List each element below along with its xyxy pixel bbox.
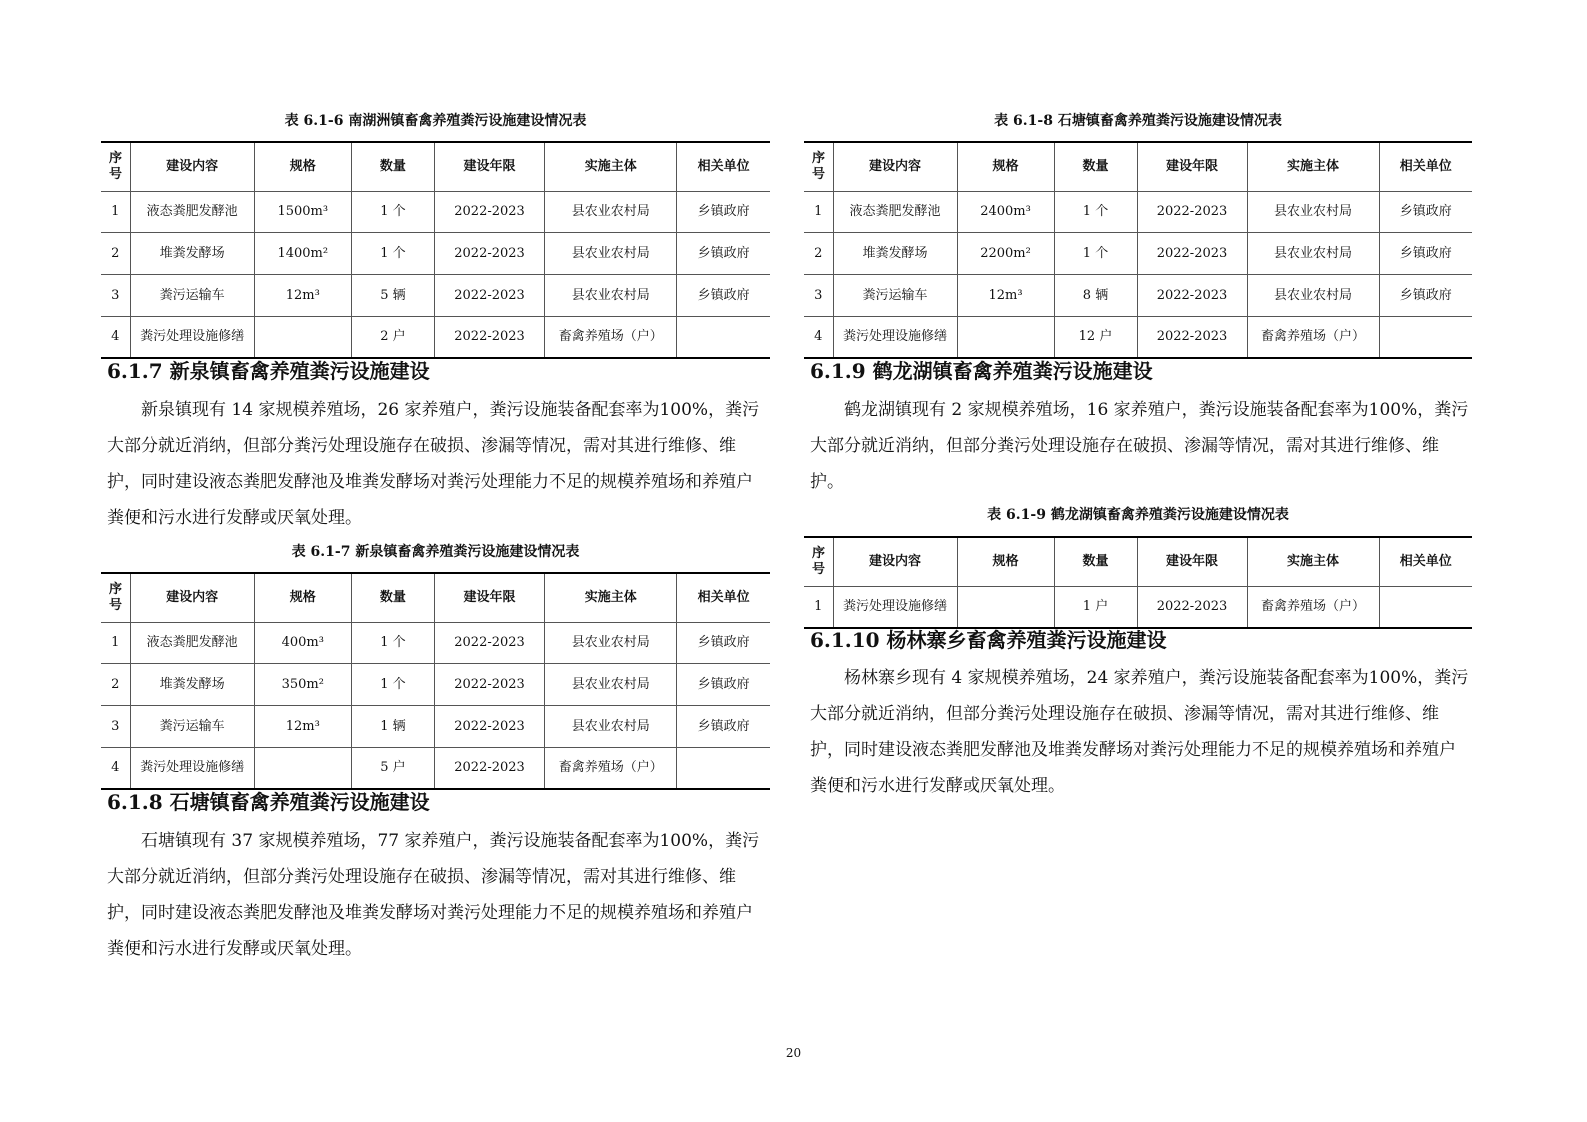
- column-header: 建设内容: [833, 142, 957, 192]
- table-cell-spec: [957, 587, 1054, 628]
- table-cell-spec: [957, 317, 1054, 358]
- table-6-1-8: [804, 141, 1472, 359]
- table-cell-qty: 8 辆: [1054, 275, 1137, 317]
- table-cell-unit: [677, 317, 770, 358]
- table-cell-unit: 乡镇政府: [677, 192, 770, 233]
- table-cell-no: 2: [101, 664, 130, 706]
- table-cell-qty: 1 个: [351, 192, 434, 233]
- table-cell-unit: [677, 748, 770, 789]
- table-6-1-6-caption: 表 6.1-6 南湖洲镇畜禽养殖粪污设施建设情况表: [284, 113, 587, 129]
- table-row: [101, 706, 770, 748]
- table-cell-no: 4: [804, 317, 833, 358]
- table-header-row: [804, 142, 1472, 192]
- column-header: 序号: [804, 142, 833, 192]
- column-header: 实施主体: [545, 573, 677, 623]
- column-header: 相关单位: [677, 573, 770, 623]
- table-cell-content: 粪污处理设施修缮: [130, 748, 254, 789]
- table-cell-body: 县农业农村局: [1247, 275, 1379, 317]
- table-cell-content: 粪污运输车: [130, 706, 254, 748]
- section-6-1-9-heading: 6.1.9 鹤龙湖镇畜禽养殖粪污设施建设: [810, 359, 1153, 383]
- table-header-row: [804, 537, 1472, 587]
- table-cell-body: 县农业农村局: [545, 623, 677, 664]
- column-header: 规格: [957, 142, 1054, 192]
- table-cell-unit: 乡镇政府: [677, 233, 770, 275]
- table-cell-years: 2022-2023: [1137, 317, 1247, 358]
- column-header: 实施主体: [1247, 537, 1379, 587]
- column-header: 数量: [351, 573, 434, 623]
- table-cell-years: 2022-2023: [434, 664, 544, 706]
- table-cell-content: 粪污运输车: [130, 275, 254, 317]
- table-cell-content: 粪污处理设施修缮: [833, 587, 957, 628]
- table-cell-spec: 1500m³: [254, 192, 351, 233]
- table-cell-unit: 乡镇政府: [1379, 275, 1472, 317]
- table-cell-unit: 乡镇政府: [677, 706, 770, 748]
- table-cell-content: 堆粪发酵场: [833, 233, 957, 275]
- table-cell-content: 液态粪肥发酵池: [130, 623, 254, 664]
- table-row: [101, 623, 770, 664]
- table-cell-spec: 350m²: [254, 664, 351, 706]
- table-cell-spec: [254, 317, 351, 358]
- table-cell-body: 县农业农村局: [1247, 233, 1379, 275]
- column-header: 数量: [351, 142, 434, 192]
- table-cell-no: 3: [101, 706, 130, 748]
- column-header: 建设年限: [1137, 142, 1247, 192]
- table-cell-body: 县农业农村局: [545, 192, 677, 233]
- table-cell-qty: 1 户: [1054, 587, 1137, 628]
- column-header: 实施主体: [545, 142, 677, 192]
- section-6-1-9-paragraph: 鹤龙湖镇现有 2 家规模养殖场，16 家养殖户，粪污设施装备配套率为100%，粪污大部分就近消纳，但部分粪污处理设施存在破损、渗漏等情况，需对其进行维修、维护。: [810, 400, 1469, 492]
- table-cell-no: 1: [101, 623, 130, 664]
- table-row: [101, 664, 770, 706]
- table-cell-unit: 乡镇政府: [1379, 233, 1472, 275]
- table-cell-unit: 乡镇政府: [677, 623, 770, 664]
- column-header: 实施主体: [1247, 142, 1379, 192]
- section-6-1-8-heading: 6.1.8 石塘镇畜禽养殖粪污设施建设: [107, 790, 430, 814]
- table-cell-spec: 12m³: [254, 706, 351, 748]
- table-cell-spec: [254, 748, 351, 789]
- column-header: 规格: [254, 142, 351, 192]
- table-cell-no: 3: [101, 275, 130, 317]
- table-cell-content: 堆粪发酵场: [130, 664, 254, 706]
- table-cell-years: 2022-2023: [1137, 275, 1247, 317]
- column-header: 规格: [254, 573, 351, 623]
- table-cell-spec: 1400m²: [254, 233, 351, 275]
- page-number: 20: [785, 1046, 802, 1060]
- column-header: 相关单位: [1379, 537, 1472, 587]
- section-6-1-7-paragraph: 新泉镇现有 14 家规模养殖场，26 家养殖户，粪污设施装备配套率为100%，粪污大部分就近消纳，但部分粪污处理设施存在破损、渗漏等情况，需对其进行维修、维护，同时建设液态粪肥发酵池及堆粪发酵场对粪污处理能力不足的规模养殖场和养殖户粪便和污水进行发酵或厌氧处理。: [107, 400, 760, 528]
- table-header-row: [101, 142, 770, 192]
- table-row: [804, 192, 1472, 233]
- column-header: 数量: [1054, 142, 1137, 192]
- section-6-1-8-paragraph: 石塘镇现有 37 家规模养殖场，77 家养殖户，粪污设施装备配套率为100%，粪污大部分就近消纳，但部分粪污处理设施存在破损、渗漏等情况，需对其进行维修、维护，同时建设液态粪肥发酵池及堆粪发酵场对粪污处理能力不足的规模养殖场和养殖户粪便和污水进行发酵或厌氧处理。: [107, 831, 760, 959]
- column-header: 建设年限: [1137, 537, 1247, 587]
- table-cell-body: 县农业农村局: [545, 664, 677, 706]
- table-cell-content: 堆粪发酵场: [130, 233, 254, 275]
- table-row: [101, 233, 770, 275]
- table-cell-years: 2022-2023: [434, 192, 544, 233]
- section-6-1-7-heading: 6.1.7 新泉镇畜禽养殖粪污设施建设: [107, 359, 430, 383]
- table-row: [101, 748, 770, 789]
- table-cell-years: 2022-2023: [1137, 233, 1247, 275]
- column-header: 建设年限: [434, 142, 544, 192]
- section-6-1-10-heading: 6.1.10 杨林寨乡畜禽养殖粪污设施建设: [810, 628, 1167, 652]
- table-6-1-6: [101, 141, 770, 359]
- table-cell-no: 1: [101, 192, 130, 233]
- table-row: [804, 233, 1472, 275]
- table-cell-no: 3: [804, 275, 833, 317]
- table-cell-unit: [1379, 587, 1472, 628]
- column-header: 建设内容: [130, 573, 254, 623]
- column-header: 相关单位: [677, 142, 770, 192]
- column-header: 规格: [957, 537, 1054, 587]
- table-cell-body: 畜禽养殖场（户）: [545, 317, 677, 358]
- table-cell-qty: 1 辆: [351, 706, 434, 748]
- table-row: [804, 587, 1472, 628]
- table-cell-content: 液态粪肥发酵池: [833, 192, 957, 233]
- table-cell-years: 2022-2023: [434, 706, 544, 748]
- table-6-1-9-caption: 表 6.1-9 鹤龙湖镇畜禽养殖粪污设施建设情况表: [987, 507, 1289, 523]
- table-cell-qty: 1 个: [1054, 233, 1137, 275]
- table-6-1-7-caption: 表 6.1-7 新泉镇畜禽养殖粪污设施建设情况表: [291, 544, 580, 560]
- table-cell-content: 粪污处理设施修缮: [130, 317, 254, 358]
- table-cell-body: 畜禽养殖场（户）: [545, 748, 677, 789]
- table-cell-spec: 12m³: [254, 275, 351, 317]
- table-cell-qty: 12 户: [1054, 317, 1137, 358]
- table-cell-content: 粪污处理设施修缮: [833, 317, 957, 358]
- table-cell-qty: 1 个: [351, 233, 434, 275]
- table-cell-years: 2022-2023: [434, 623, 544, 664]
- table-cell-content: 粪污运输车: [833, 275, 957, 317]
- column-header: 建设内容: [130, 142, 254, 192]
- column-header: 数量: [1054, 537, 1137, 587]
- column-header: 相关单位: [1379, 142, 1472, 192]
- column-header: 建设年限: [434, 573, 544, 623]
- table-row: [101, 192, 770, 233]
- table-cell-unit: 乡镇政府: [677, 664, 770, 706]
- table-cell-unit: [1379, 317, 1472, 358]
- table-cell-spec: 12m³: [957, 275, 1054, 317]
- table-6-1-7: [101, 572, 770, 790]
- table-cell-body: 县农业农村局: [1247, 192, 1379, 233]
- table-cell-unit: 乡镇政府: [677, 275, 770, 317]
- table-cell-body: 县农业农村局: [545, 233, 677, 275]
- table-cell-qty: 2 户: [351, 317, 434, 358]
- table-cell-qty: 1 个: [351, 664, 434, 706]
- table-row: [804, 317, 1472, 358]
- section-6-1-10-paragraph: 杨林寨乡现有 4 家规模养殖场，24 家养殖户，粪污设施装备配套率为100%，粪污大部分就近消纳，但部分粪污处理设施存在破损、渗漏等情况，需对其进行维修、维护，同时建设液态粪肥发酵池及堆粪发酵场对粪污处理能力不足的规模养殖场和养殖户粪便和污水进行发酵或厌氧处理。: [810, 668, 1469, 796]
- table-cell-years: 2022-2023: [434, 748, 544, 789]
- table-6-1-9: [804, 536, 1472, 629]
- table-cell-no: 2: [101, 233, 130, 275]
- table-cell-body: 畜禽养殖场（户）: [1247, 317, 1379, 358]
- table-cell-spec: 400m³: [254, 623, 351, 664]
- column-header: 建设内容: [833, 537, 957, 587]
- table-cell-no: 2: [804, 233, 833, 275]
- table-cell-body: 县农业农村局: [545, 275, 677, 317]
- table-cell-unit: 乡镇政府: [1379, 192, 1472, 233]
- table-header-row: [101, 573, 770, 623]
- table-cell-no: 4: [101, 317, 130, 358]
- table-cell-years: 2022-2023: [434, 275, 544, 317]
- table-cell-years: 2022-2023: [434, 317, 544, 358]
- table-cell-qty: 1 个: [351, 623, 434, 664]
- table-cell-qty: 5 辆: [351, 275, 434, 317]
- column-header: 序号: [804, 537, 833, 587]
- table-row: [101, 317, 770, 358]
- table-row: [804, 275, 1472, 317]
- table-cell-no: 4: [101, 748, 130, 789]
- table-cell-qty: 5 户: [351, 748, 434, 789]
- table-6-1-8-caption: 表 6.1-8 石塘镇畜禽养殖粪污设施建设情况表: [994, 113, 1282, 129]
- table-cell-content: 液态粪肥发酵池: [130, 192, 254, 233]
- table-cell-body: 县农业农村局: [545, 706, 677, 748]
- table-cell-years: 2022-2023: [434, 233, 544, 275]
- table-cell-years: 2022-2023: [1137, 587, 1247, 628]
- table-cell-no: 1: [804, 192, 833, 233]
- table-cell-body: 畜禽养殖场（户）: [1247, 587, 1379, 628]
- table-cell-qty: 1 个: [1054, 192, 1137, 233]
- column-header: 序号: [101, 142, 130, 192]
- table-row: [101, 275, 770, 317]
- table-cell-years: 2022-2023: [1137, 192, 1247, 233]
- table-cell-spec: 2400m³: [957, 192, 1054, 233]
- table-cell-no: 1: [804, 587, 833, 628]
- column-header: 序号: [101, 573, 130, 623]
- table-cell-spec: 2200m²: [957, 233, 1054, 275]
